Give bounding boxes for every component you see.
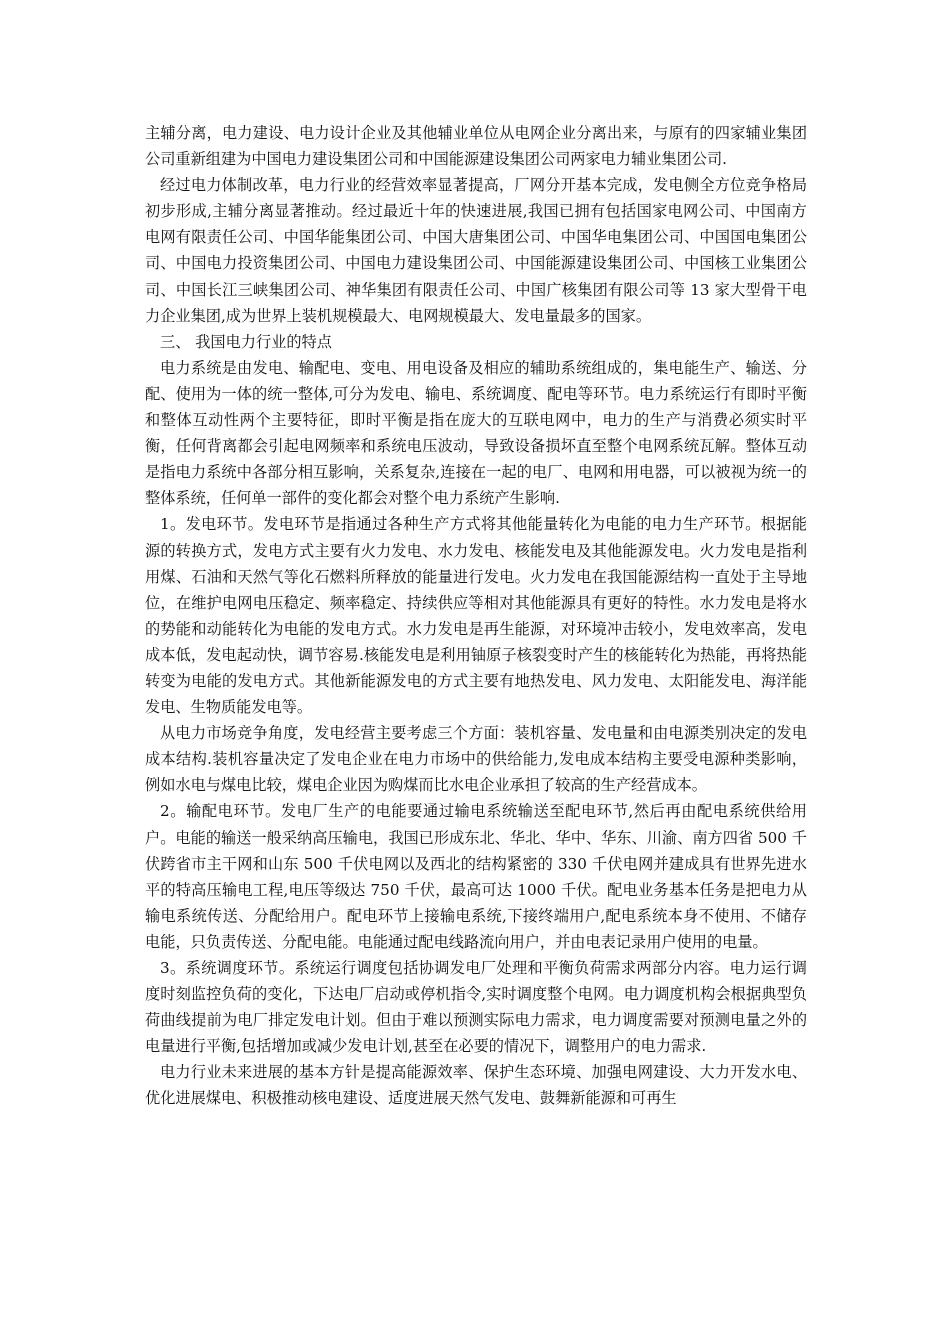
document-body	[145, 120, 807, 1112]
section-heading: 三、 我国电力行业的特点	[160, 332, 332, 351]
paragraph-market-competition: 从电力市场竞争角度，发电经营主要考虑三个方面：装机容量、发电量和由电源类别决定的发电成本结构.装机容量决定了发电企业在电力市场中的供给能力,发电成本结构主要受电源种类影响，例如水电与煤电比较，煤电企业因为购煤而比水电企业承担了较高的生产经营成本。	[145, 724, 807, 795]
paragraph-spinoff: 主辅分离，电力建设、电力设计企业及其他辅业单位从电网企业分离出来，与原有的四家辅业集团公司重新组建为中国电力建设集团公司和中国能源建设集团公司两家电力辅业集团公司.	[145, 124, 807, 169]
paragraph-dispatch: 3。系统调度环节。系统运行调度包括协调发电厂处理和平衡负荷需求两部分内容。电力运行调度时刻监控负荷的变化，下达电厂启动或停机指令,实时调度整个电网。电力调度机构会根据典型负荷曲线提前为电厂排定发电计划。但由于难以预测实际电力需求，电力调度需要对预测电量之外的电量进行平衡,包括增加或减少发电计划,甚至在必要的情况下，调整用户的电力需求.	[145, 959, 807, 1056]
paragraph-reform-results: 经过电力体制改革，电力行业的经营效率显著提高，厂网分开基本完成，发电侧全方位竞争格局初步形成,主辅分离显著推动。经过最近十年的快速进展,我国已拥有包括国家电网公司、中国南方电网有限责任公司、中国华能集团公司、中国大唐集团公司、中国华电集团公司、中国国电集团公司、中国电力投资集团公司、中国电力建设集团公司、中国能源建设集团公司、中国核工业集团公司、中国长江三峡集团公司、神华集团有限责任公司、中国广核集团有限公司等 13 家大型骨干电力企业集团,成为世界上装机规模最大、电网规模最大、发电量最多的国家。	[145, 176, 807, 325]
paragraph-power-system: 电力系统是由发电、输配电、变电、用电设备及相应的辅助系统组成的，集电能生产、输送、分配、使用为一体的统一整体,可分为发电、输电、系统调度、配电等环节。电力系统运行有即时平衡和整体互动性两个主要特征，即时平衡是指在庞大的互联电网中，电力的生产与消费必须实时平衡，任何背离都会引起电网频率和系统电压波动，导致设备损坏直至整个电网系统瓦解。整体互动是指电力系统中各部分相互影响，关系复杂,连接在一起的电厂、电网和用电器，可以被视为统一的整体系统，任何单一部件的变化都会对整个电力系统产生影响.	[145, 358, 807, 508]
paragraph-transmission: 2。输配电环节。发电厂生产的电能要通过输电系统输送至配电环节,然后再由配电系统供给用户。电能的输送一般采纳高压输电，我国已形成东北、华北、华中、华东、川渝、南方四省 500 千伏跨省市主干网和山东 500 千伏电网以及西北的结构紧密的 330 千伏电网并建成具有世界先进水平的特高压输电工程,电压等级达 750 千伏，最高可达 1000 千伏。配电业务基本任务是把电力从输电系统传送、分配给用户。配电环节上接输电系统,下接终端用户,配电系统本身不使用、不储存电能，只负责传送、分配电能。电能通过配电线路流向用户，并由电表记录用户使用的电量。	[145, 802, 807, 951]
paragraph-future-policy: 电力行业未来进展的基本方针是提高能源效率、保护生态环境、加强电网建设、大力开发水电、优化进展煤电、积极推动核电建设、适度进展天然气发电、鼓舞新能源和可再生	[145, 1063, 807, 1108]
paragraph-generation: 1。发电环节。发电环节是指通过各种生产方式将其他能量转化为电能的电力生产环节。根据能源的转换方式，发电方式主要有火力发电、水力发电、核能发电及其他能源发电。火力发电是指利用煤、石油和天然气等化石燃料所释放的能量进行发电。火力发电在我国能源结构一直处于主导地位，在维护电网电压稳定、频率稳定、持续供应等相对其他能源具有更好的特性。水力发电是将水的势能和动能转化为电能的发电方式。水力发电是再生能源，对环境冲击较小，发电效率高，发电成本低，发电起动快，调节容易.核能发电是利用铀原子核裂变时产生的核能转化为热能，再将热能转变为电能的发电方式。其他新能源发电的方式主要有地热发电、风力发电、太阳能发电、海洋能发电、生物质能发电等。	[145, 515, 807, 717]
